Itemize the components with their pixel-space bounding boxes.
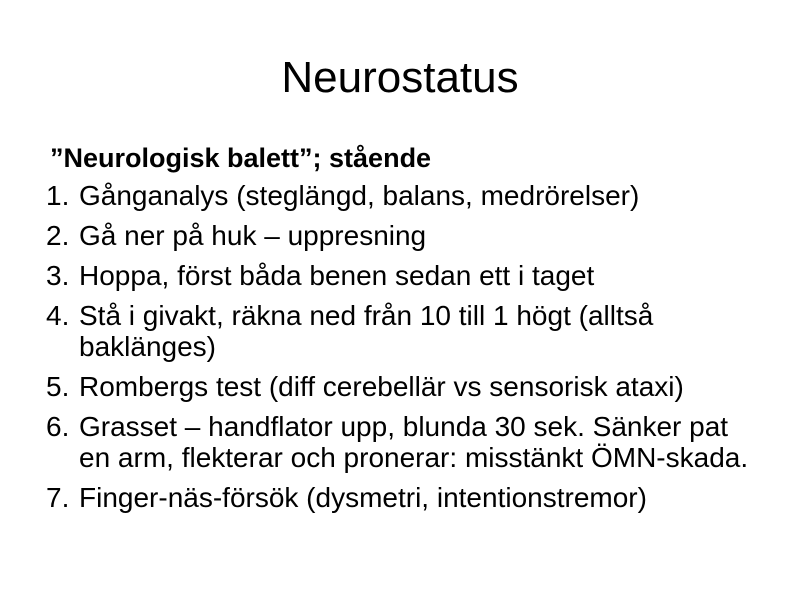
list-item — [46, 411, 766, 473]
list-item-text: Stå i givakt, räkna ned från 10 till 1 högt (alltså baklänges) — [79, 300, 654, 362]
list-item — [46, 371, 766, 402]
list-item-text: Finger-näs-försök (dysmetri, intentionstremor) — [79, 482, 647, 513]
slide-content — [46, 140, 766, 522]
list-item-number: 5. — [46, 371, 70, 402]
list-item — [46, 220, 766, 251]
list-item-number: 7. — [46, 482, 70, 513]
list-item — [46, 260, 766, 291]
list-item-number: 3. — [46, 260, 70, 291]
list-item-number: 4. — [46, 300, 70, 331]
list-item — [46, 482, 766, 513]
list-item-text: Hoppa, först båda benen sedan ett i taget — [79, 260, 595, 291]
list-item-number: 2. — [46, 220, 70, 251]
list-item-text: Grasset – handflator upp, blunda 30 sek. Sänker pat en arm, flekterar och pronerar: misstänkt ÖMN-skada. — [79, 411, 749, 473]
list-item-text: Rombergs test (diff cerebellär vs sensorisk ataxi) — [79, 371, 684, 402]
list-item-text: Gå ner på huk – uppresning — [79, 220, 427, 251]
list-item-text: Gånganalys (steglängd, balans, medrörelser) — [79, 180, 640, 211]
list-item — [46, 300, 766, 362]
list-item-number: 1. — [46, 180, 70, 211]
list-item — [46, 180, 766, 211]
list-item-number: 6. — [46, 411, 70, 442]
slide-title: Neurostatus — [281, 53, 519, 102]
numbered-list — [46, 180, 766, 513]
section-heading: ”Neurologisk balett”; stående — [50, 143, 432, 173]
